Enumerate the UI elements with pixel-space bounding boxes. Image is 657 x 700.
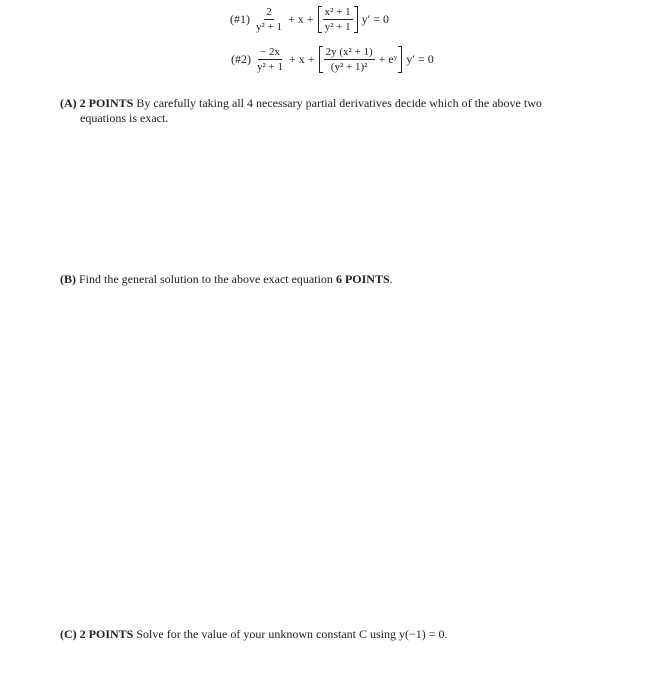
equation-1-bracket [318,6,358,33]
equation-1-bracket-denominator: y² + 1 [324,21,351,33]
equation-2-denominator: y² + 1 [257,61,284,73]
equation-2-bracket-denominator: (y² + 1)² [330,61,368,73]
part-a-text: By carefully taking all 4 necessary partial derivatives decide which of the above two [136,96,542,110]
part-a-line-2: equations is exact. [80,111,169,125]
part-a-line-1 [60,96,645,111]
equation-1-plus-x: + x + [288,12,314,26]
part-b-period: . [389,272,393,286]
equation-1-label: (#1) [230,12,250,26]
equation-1-denominator: y² + 1 [256,21,283,33]
equation-2 [229,46,436,73]
equation-2-plus-x: + x + [289,52,315,66]
part-c-points: 2 POINTS [79,627,134,641]
equation-1 [228,6,391,33]
equation-2-bracket-extra: + eʸ [378,52,398,66]
equation-2-bracket-numerator: 2y (x² + 1) [325,46,373,58]
equation-1-numerator: 2 [266,6,272,18]
part-a-label: (A) [60,96,77,110]
equation-1-tail: y′ = 0 [361,12,389,26]
part-b-label: (B) [60,272,76,286]
equation-1-bracket-numerator: x² + 1 [324,6,351,18]
equation-1-bracket-fraction [323,6,353,33]
part-b-points: 6 POINTS [335,272,390,286]
equation-2-tail: y′ = 0 [406,52,434,66]
part-c-label: (C) [60,627,77,641]
part-b-question [60,272,393,287]
part-c-text: Solve for the value of your unknown constant C using y(−1) = 0. [136,627,448,641]
part-a-points: 2 POINTS [79,96,134,110]
part-b-text: Find the general solution to the above exact equation [79,272,333,286]
equation-2-numerator: − 2x [260,46,280,58]
equation-2-fraction [255,46,285,73]
part-a-question [60,96,645,126]
equation-2-bracket [319,46,403,73]
equation-2-bracket-fraction [324,46,375,73]
equation-1-fraction [254,6,284,33]
equation-2-label: (#2) [231,52,251,66]
part-c-question [60,627,448,642]
